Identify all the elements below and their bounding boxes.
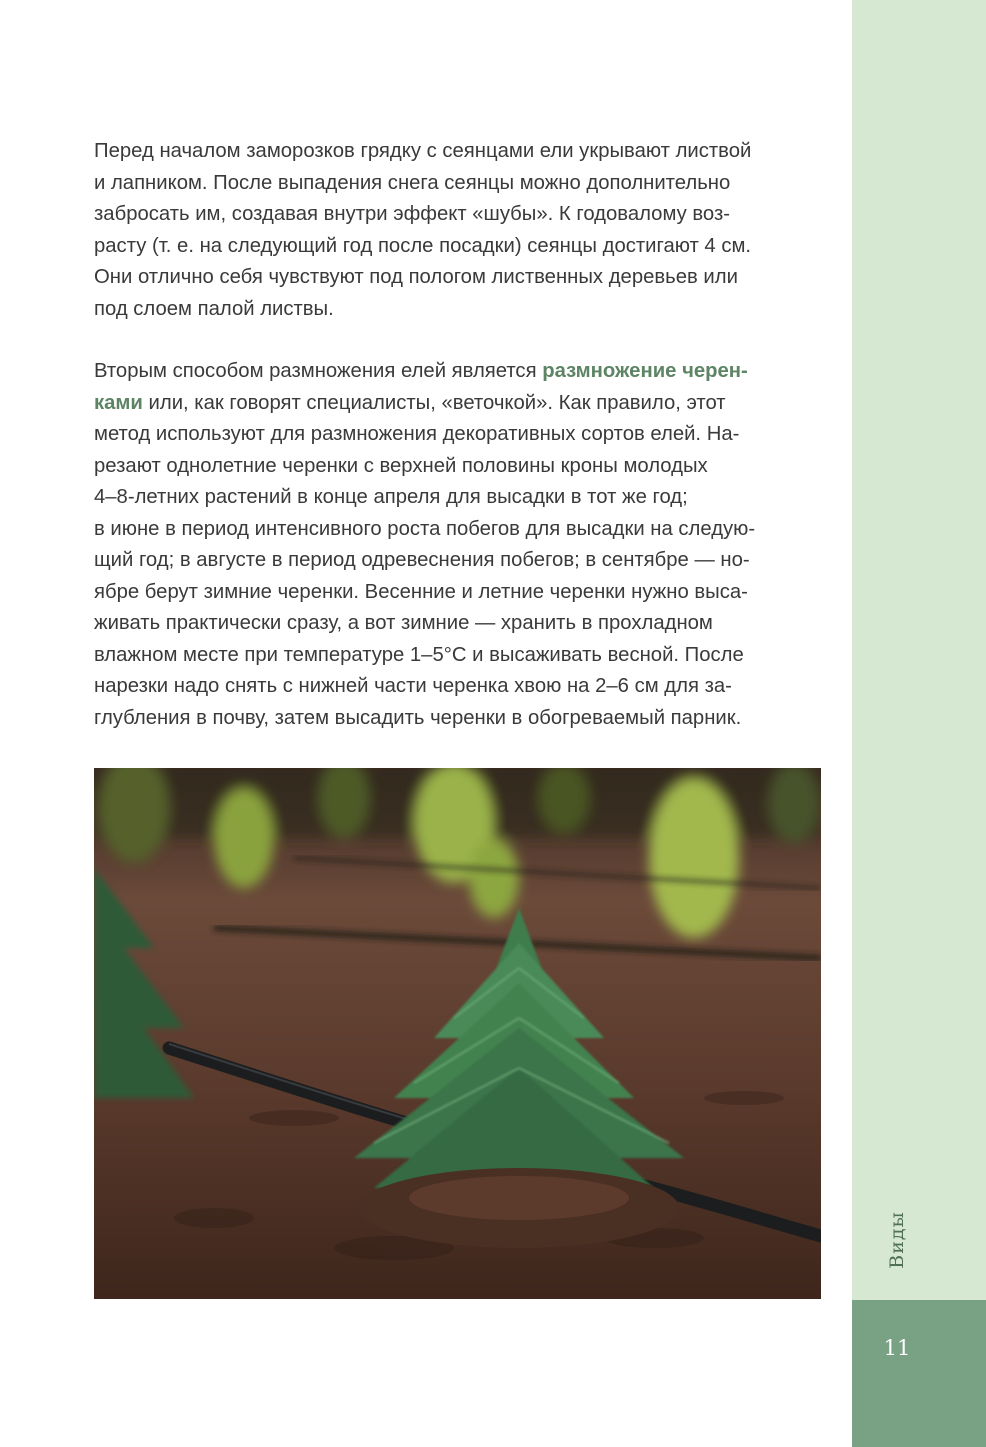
- text-line: глубления в почву, затем высадить черенки в обогреваемый парник.: [94, 706, 742, 729]
- text-run: или, как говорят специалисты, «веточкой». Как правило, этот: [142, 391, 726, 414]
- sidebar-stripe: [852, 0, 986, 1300]
- seedling-illustration: [94, 768, 821, 1299]
- text-line: Перед началом заморозков грядку с сеянцами ели укрывают листвой: [94, 140, 752, 162]
- text-line: в июне в период интенсивного роста побегов для высадки на следую-: [94, 517, 756, 540]
- text-line: резают однолетние черенки с верхней половины кроны молодых: [94, 454, 708, 477]
- text-line: под слоем палой листвы.: [94, 297, 334, 320]
- text-line: расту (т. е. на следующий год после посадки) сеянцы достигают 4 см.: [94, 234, 752, 257]
- text-line: 4–8-летних растений в конце апреля для высадки в тот же год;: [94, 486, 688, 508]
- text-line: забросать им, создавая внутри эффект «шубы». К годовалому воз-: [94, 203, 731, 225]
- text-run: Вторым способом размножения елей является: [94, 360, 543, 382]
- text-line: Они отлично себя чувствуют под пологом лиственных деревьев или: [94, 266, 738, 288]
- paragraph-1: [94, 136, 820, 325]
- paragraph-2: [94, 356, 820, 734]
- text-line: живать практически сразу, а вот зимние — хранить в прохладном: [94, 612, 713, 634]
- text-line: нарезки надо снять с нижней части черенка хвою на 2–6 см для за-: [94, 675, 732, 697]
- highlighted-term: размножение черен-: [542, 360, 748, 382]
- page-number-tab: [852, 1300, 986, 1447]
- text-line: щий год; в августе в период одревеснения побегов; в сентябре — но-: [94, 549, 750, 571]
- page-number: 11: [883, 1336, 911, 1360]
- text-line: [94, 388, 820, 420]
- highlighted-term-end: ками: [94, 391, 143, 414]
- section-label: Виды: [886, 1211, 908, 1269]
- text-line: [94, 356, 820, 388]
- spruce-seedling-photo: [94, 768, 821, 1299]
- text-line: ябре берут зимние черенки. Весенние и летние черенки нужно выса-: [94, 580, 748, 603]
- text-line: влажном месте при температуре 1–5°С и высаживать весной. После: [94, 643, 744, 666]
- text-line: и лапником. После выпадения снега сеянцы можно дополнительно: [94, 171, 731, 194]
- text-line: метод используют для размножения декоративных сортов елей. На-: [94, 423, 740, 445]
